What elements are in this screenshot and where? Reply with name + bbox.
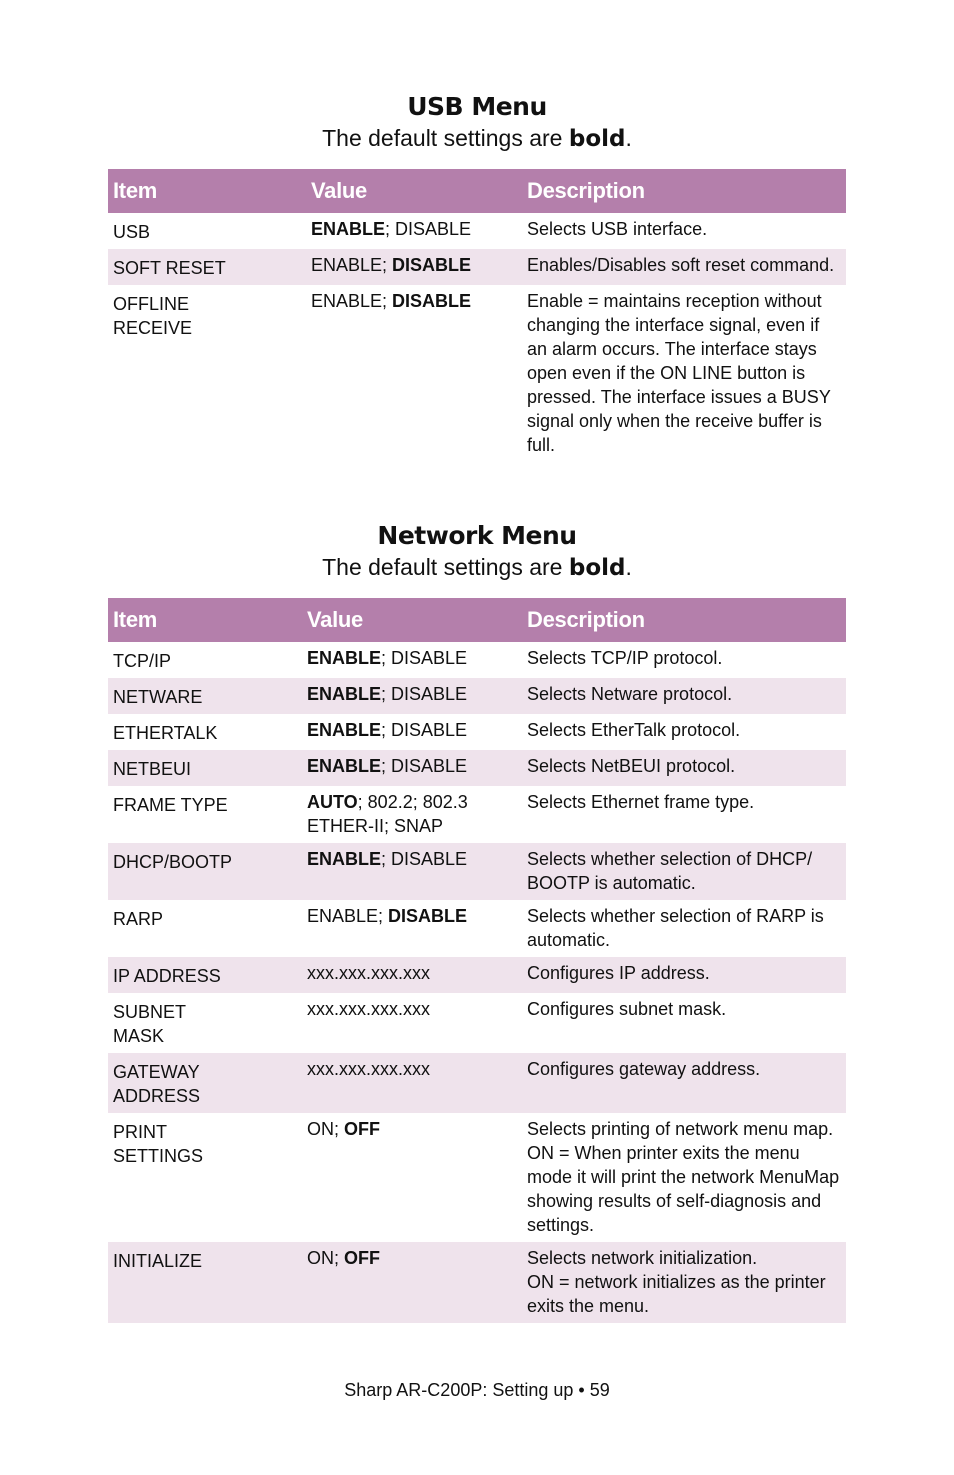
description-cell: Selects whether selection of RARP is automatic.: [527, 906, 824, 950]
item-cell: INITIALIZE: [108, 1242, 302, 1323]
value-text: ; DISABLE: [381, 849, 468, 869]
value-text: ; DISABLE: [385, 219, 472, 239]
usb-menu-table: [108, 169, 846, 462]
subtitle-bold: bold: [568, 126, 626, 152]
table-row: [108, 714, 846, 750]
value-cell: [302, 750, 522, 786]
header-description: Description: [522, 169, 846, 213]
item-cell: SOFT RESET: [108, 249, 306, 285]
item-cell: SUBNET MASK: [113, 1002, 186, 1046]
value-text: ENABLE;: [307, 906, 389, 926]
table-row: [108, 900, 846, 957]
header-value: Value: [302, 598, 522, 642]
item-cell: PRINT SETTINGS: [113, 1122, 204, 1166]
value-cell: [302, 843, 522, 900]
value-text: ; DISABLE: [381, 720, 468, 740]
usb-menu-subtitle: [108, 124, 846, 153]
page-footer: Sharp AR-C200P: Setting up • 59: [344, 1380, 610, 1400]
value-text: ETHER-II; SNAP: [307, 816, 444, 836]
table-row: [108, 1113, 846, 1242]
usb-table-body: [108, 213, 846, 462]
item-cell: NETWARE: [108, 678, 302, 714]
value-text: ON;: [307, 1119, 345, 1139]
description-cell: Configures gateway address.: [522, 1053, 846, 1113]
table-row: [108, 993, 846, 1053]
table-row: [108, 843, 846, 900]
value-text: ON;: [307, 1248, 345, 1268]
value-text: xxx.xxx.xxx.xxx: [307, 963, 431, 983]
item-cell: RARP: [113, 909, 164, 929]
value-cell: [302, 1113, 522, 1242]
default-value: DISABLE: [392, 291, 472, 311]
value-cell: [306, 285, 522, 462]
subtitle-bold: bold: [568, 555, 626, 581]
default-value: DISABLE: [388, 906, 468, 926]
table-row: [108, 213, 846, 249]
table-row: [108, 642, 846, 678]
description-cell: Enable = maintains reception without changing the interface signal, even if an alarm occurs. The interface stays open even if the ON LINE button is pressed. The interface issues a BUSY signal only when the receive buffer is full.: [527, 291, 831, 455]
value-cell: [302, 957, 522, 993]
value-text: ENABLE;: [311, 291, 393, 311]
table-row: [108, 750, 846, 786]
table-row: [108, 678, 846, 714]
network-table-body: [108, 642, 846, 1323]
default-value: ENABLE: [307, 756, 382, 776]
usb-menu-section: [108, 92, 846, 462]
table-row: [108, 1053, 846, 1113]
description-cell: Selects network initialization. ON = network initializes as the printer exits the menu.: [522, 1242, 846, 1323]
header-description: Description: [522, 598, 846, 642]
usb-menu-title: USB Menu: [407, 92, 547, 121]
value-cell: [302, 678, 522, 714]
table-header-row: [108, 598, 846, 642]
default-value: DISABLE: [392, 255, 472, 275]
table-row: [108, 249, 846, 285]
item-cell: IP ADDRESS: [108, 957, 302, 993]
default-value: ENABLE: [307, 720, 382, 740]
subtitle-suffix: .: [625, 554, 632, 580]
item-cell: FRAME TYPE: [113, 795, 228, 815]
header-item: Item: [108, 598, 302, 642]
description-cell: Selects whether selection of DHCP/ BOOTP is automatic.: [522, 843, 846, 900]
value-cell: [302, 993, 522, 1053]
item-cell: GATEWAY ADDRESS: [108, 1053, 302, 1113]
table-row: [108, 957, 846, 993]
value-text: ENABLE;: [311, 255, 393, 275]
table-header-row: [108, 169, 846, 213]
description-cell: Enables/Disables soft reset command.: [522, 249, 846, 285]
network-menu-subtitle: [108, 553, 846, 582]
description-cell: Selects TCP/IP protocol.: [527, 648, 723, 668]
description-cell: Selects printing of network menu map. ON = When printer exits the menu mode it will print the network MenuMap showing results of self-diagnosis and settings.: [527, 1119, 840, 1235]
default-value: ENABLE: [307, 648, 382, 668]
description-cell: Configures subnet mask.: [527, 999, 727, 1019]
table-row: [108, 786, 846, 843]
network-menu-section: [108, 521, 846, 1323]
value-text: ; DISABLE: [381, 756, 468, 776]
item-cell: NETBEUI: [108, 750, 302, 786]
default-value: ENABLE: [311, 219, 386, 239]
default-value: AUTO: [307, 792, 358, 812]
value-text: xxx.xxx.xxx.xxx: [307, 1059, 431, 1079]
value-text: xxx.xxx.xxx.xxx: [307, 999, 431, 1019]
header-item: Item: [108, 169, 306, 213]
value-cell: [302, 900, 522, 957]
network-menu-title: Network Menu: [377, 521, 577, 550]
table-row: [108, 285, 846, 462]
default-value: OFF: [344, 1248, 381, 1268]
value-cell: [302, 642, 522, 678]
network-menu-table: [108, 598, 846, 1323]
description-cell: Selects Netware protocol.: [522, 678, 846, 714]
default-value: ENABLE: [307, 849, 382, 869]
value-text: ; 802.2; 802.3: [357, 792, 468, 812]
subtitle-prefix: The default settings are: [322, 554, 569, 580]
value-text: ; DISABLE: [381, 648, 468, 668]
description-cell: Configures IP address.: [522, 957, 846, 993]
item-cell: DHCP/BOOTP: [108, 843, 302, 900]
value-cell: [302, 1053, 522, 1113]
description-cell: Selects EtherTalk protocol.: [527, 720, 741, 740]
description-cell: Selects USB interface.: [527, 219, 708, 239]
value-cell: [306, 213, 522, 249]
default-value: OFF: [344, 1119, 381, 1139]
default-value: ENABLE: [307, 684, 382, 704]
item-cell: USB: [113, 222, 151, 242]
value-text: ; DISABLE: [381, 684, 468, 704]
description-cell: Selects NetBEUI protocol.: [522, 750, 846, 786]
value-cell: [302, 1242, 522, 1323]
value-cell: [306, 249, 522, 285]
item-cell: OFFLINE RECEIVE: [113, 294, 193, 338]
header-value: Value: [306, 169, 522, 213]
item-cell: ETHERTALK: [113, 723, 218, 743]
description-cell: Selects Ethernet frame type.: [527, 792, 755, 812]
subtitle-suffix: .: [625, 125, 632, 151]
value-cell: [302, 714, 522, 750]
table-row: [108, 1242, 846, 1323]
subtitle-prefix: The default settings are: [322, 125, 569, 151]
item-cell: TCP/IP: [113, 651, 172, 671]
value-cell: [302, 786, 522, 843]
